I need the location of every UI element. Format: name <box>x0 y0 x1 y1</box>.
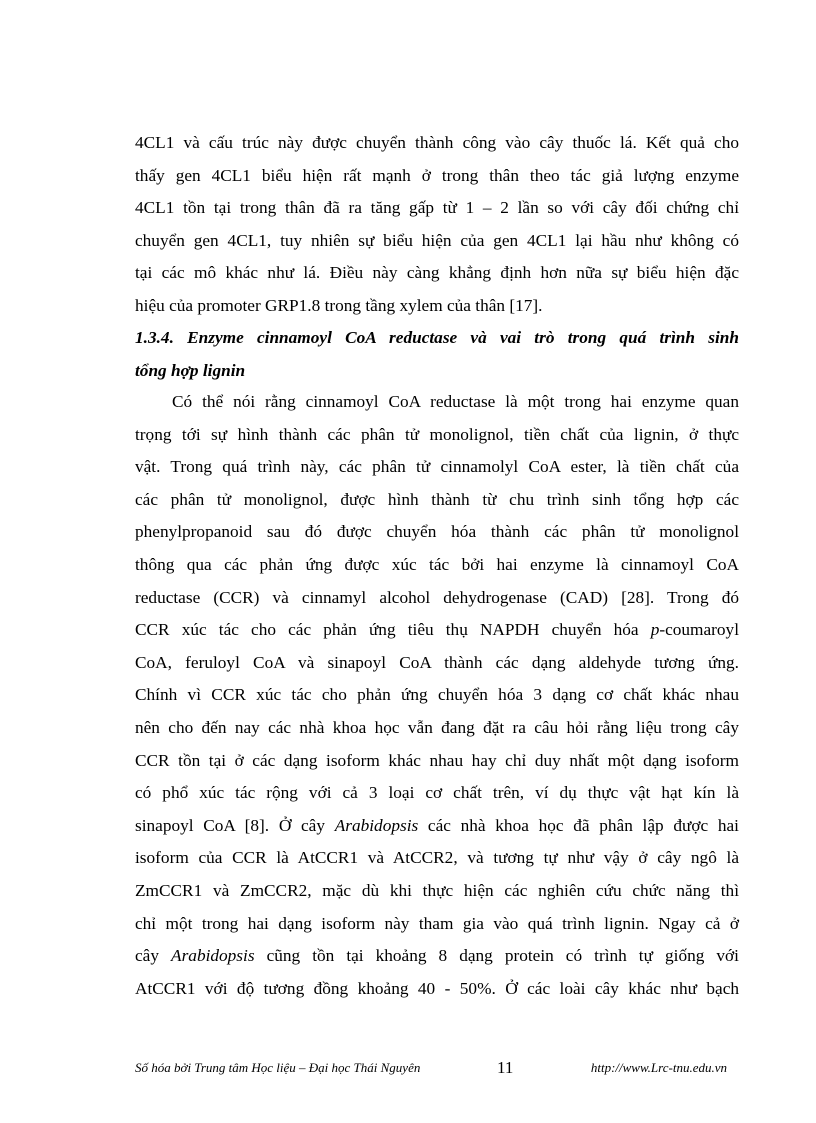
italic-run: p <box>650 620 660 640</box>
text-line <box>135 614 739 647</box>
text-line: hiệu của promoter GRP1.8 trong tầng xylem của thân [17]. <box>135 295 543 315</box>
text-line: isoform của CCR là AtCCR1 và AtCCR2, và tương tự như vậy ở cây ngô là <box>135 848 739 868</box>
text-line: tại các mô khác như lá. Điều này càng khẳng định hơn nữa sự biểu hiện đặc <box>135 263 739 283</box>
page-number: 11 <box>497 1058 514 1077</box>
section-heading <box>135 322 739 387</box>
heading-line: tổng hợp lignin <box>135 360 246 380</box>
text-line <box>135 810 739 843</box>
text-line: thấy gen 4CL1 biểu hiện rất mạnh ở trong thân theo tác giả lượng enzyme <box>135 165 739 185</box>
text-line: ZmCCR1 và ZmCCR2, mặc dù khi thực hiện các nghiên cứu chức năng thì <box>135 880 739 900</box>
text-line: trọng tới sự hình thành các phân tử monolignol, tiền chất của lignin, ở thực <box>135 424 739 444</box>
italic-run: Arabidopsis <box>171 946 255 966</box>
footer-source: Số hóa bởi Trung tâm Học liệu – Đại học Thái Nguyên <box>135 1060 421 1075</box>
text-line: Chính vì CCR xúc tác cho phản ứng chuyển hóa 3 dạng cơ chất khác nhau <box>135 685 739 705</box>
text-line <box>135 940 739 973</box>
text-line: CoA, feruloyl CoA và sinapoyl CoA thành các dạng aldehyde tương ứng. <box>135 652 739 672</box>
text-run: CCR xúc tác cho các phản ứng tiêu thụ NAPDH chuyển hóa <box>135 620 651 640</box>
paragraph-ccr <box>135 386 739 1005</box>
text-line: các phân tử monolignol, được hình thành từ chu trình sinh tổng hợp các <box>135 489 739 509</box>
page-footer <box>135 1058 739 1080</box>
text-line: CCR tồn tại ở các dạng isoform khác nhau hay chỉ duy nhất một dạng isoform <box>135 750 739 770</box>
footer-url: http://www.Lrc-tnu.edu.vn <box>590 1060 727 1075</box>
text-run: -coumaroyl <box>659 620 739 640</box>
text-line: nên cho đến nay các nhà khoa học vẫn đang đặt ra câu hỏi rằng liệu trong cây <box>135 717 739 737</box>
text-run: sinapoyl CoA [8]. Ở cây <box>135 815 335 835</box>
text-line: Có thể nói rằng cinnamoyl CoA reductase là một trong hai enzyme quan <box>172 392 739 411</box>
italic-run: Arabidopsis <box>334 815 419 835</box>
text-line: phenylpropanoid sau đó được chuyển hóa thành các phân tử monolignol <box>135 522 739 542</box>
paragraph-continuation <box>135 127 739 323</box>
text-line: 4CL1 và cấu trúc này được chuyển thành công vào cây thuốc lá. Kết quả cho <box>135 133 739 152</box>
text-line: AtCCR1 với độ tương đồng khoảng 40 - 50%. Ở các loài cây khác như bạch <box>135 978 739 998</box>
text-line: reductase (CCR) và cinnamyl alcohol dehydrogenase (CAD) [28]. Trong đó <box>135 587 739 607</box>
text-line: có phổ xúc tác rộng với cả 3 loại cơ chất trên, ví dụ thực vật hạt kín là <box>135 783 739 803</box>
text-run: các nhà khoa học đã phân lập được hai <box>418 815 739 835</box>
text-line: thông qua các phản ứng được xúc tác bởi hai enzyme là cinnamoyl CoA <box>135 554 739 574</box>
text-line: 4CL1 tồn tại trong thân đã ra tăng gấp từ 1 – 2 lần so với cây đối chứng chỉ <box>135 198 739 218</box>
text-line: chuyển gen 4CL1, tuy nhiên sự biểu hiện của gen 4CL1 lại hầu như không có <box>135 230 739 250</box>
heading-line: 1.3.4. Enzyme cinnamoyl CoA reductase và vai trò trong quá trình sinh <box>135 328 739 347</box>
text-run: cây <box>135 946 172 966</box>
text-line: vật. Trong quá trình này, các phân tử cinnamolyl CoA ester, là tiền chất của <box>135 457 739 477</box>
text-run: cũng tồn tại khoảng 8 dạng protein có trình tự giống với <box>254 946 739 966</box>
text-line: chỉ một trong hai dạng isoform này tham gia vào quá trình lignin. Ngay cả ở <box>135 913 739 933</box>
